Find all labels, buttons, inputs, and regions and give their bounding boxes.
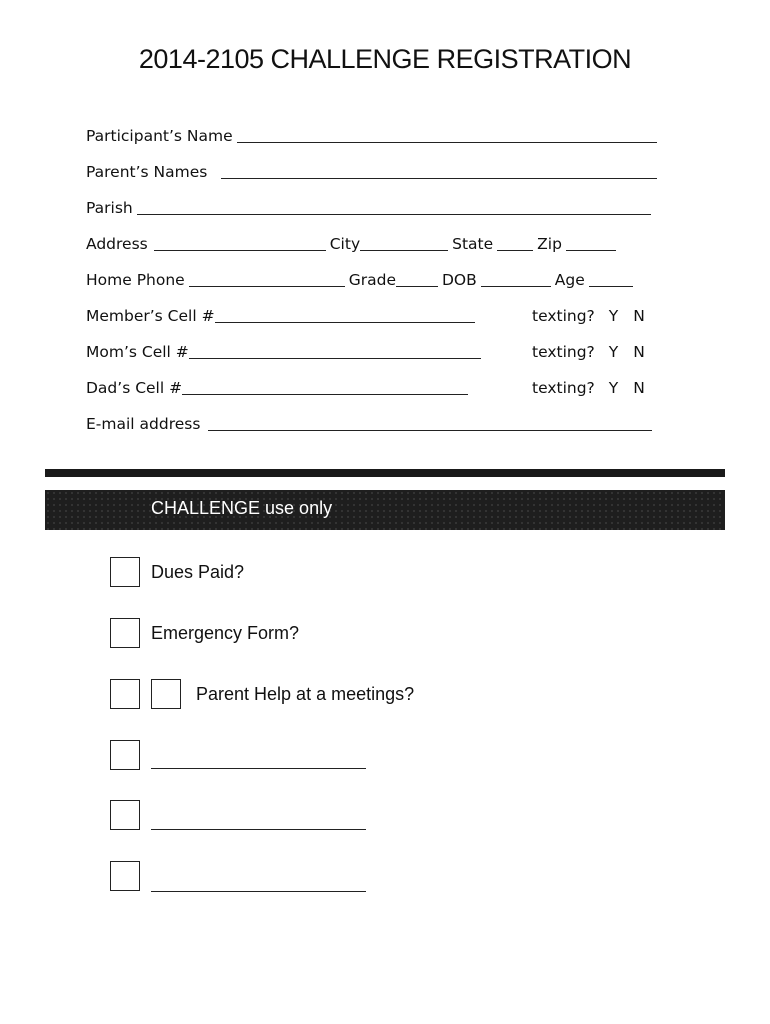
texting-label: texting? — [532, 379, 595, 397]
parish-field[interactable] — [137, 197, 651, 215]
texting-no[interactable]: N — [633, 307, 645, 325]
texting-label: texting? — [532, 343, 595, 361]
dad-cell-label: Dad’s Cell # — [86, 379, 183, 397]
mom-texting — [532, 338, 645, 362]
address-field[interactable] — [154, 233, 326, 251]
state-field[interactable] — [497, 233, 533, 251]
member-texting — [532, 302, 645, 326]
dad-texting — [532, 374, 645, 398]
home-phone-field[interactable] — [189, 269, 345, 287]
participant-name-field[interactable] — [237, 125, 657, 143]
emergency-form-label: Emergency Form? — [151, 623, 300, 643]
dues-paid-label: Dues Paid? — [151, 562, 245, 582]
parents-names-field[interactable] — [221, 161, 657, 179]
mom-cell-label: Mom’s Cell # — [86, 343, 189, 361]
parent-help-checkbox-2[interactable] — [151, 679, 181, 709]
dob-label: DOB — [441, 271, 477, 289]
parent-help-label: Parent Help at a meetings? — [196, 684, 415, 704]
participant-name-label: Participant’s Name — [86, 127, 233, 145]
texting-yes[interactable]: Y — [608, 307, 619, 325]
extra-blank-line-2[interactable] — [151, 829, 366, 830]
parent-help-checkbox-1[interactable] — [110, 679, 140, 709]
address-row — [86, 230, 620, 254]
member-cell-field[interactable] — [215, 305, 475, 323]
mom-cell-row — [86, 338, 485, 362]
participant-name-row — [86, 122, 661, 146]
grade-label: Grade — [348, 271, 396, 289]
texting-no[interactable]: N — [633, 379, 645, 397]
emergency-form-checkbox[interactable] — [110, 618, 140, 648]
texting-label: texting? — [532, 307, 595, 325]
member-cell-label: Member’s Cell # — [86, 307, 215, 325]
dob-field[interactable] — [481, 269, 551, 287]
parents-names-label: Parent’s Names — [86, 163, 208, 181]
home-phone-label: Home Phone — [86, 271, 185, 289]
email-row — [86, 410, 656, 434]
zip-field[interactable] — [566, 233, 616, 251]
office-use-label: CHALLENGE use only — [151, 498, 333, 518]
zip-label: Zip — [537, 235, 562, 253]
mom-cell-field[interactable] — [189, 341, 481, 359]
email-label: E-mail address — [86, 415, 201, 433]
parish-label: Parish — [86, 199, 133, 217]
age-label: Age — [554, 271, 585, 289]
city-field[interactable] — [360, 233, 448, 251]
texting-no[interactable]: N — [633, 343, 645, 361]
extra-checkbox-3[interactable] — [110, 861, 140, 891]
section-divider — [45, 469, 725, 477]
parents-names-row — [86, 158, 661, 182]
email-field[interactable] — [208, 413, 652, 431]
address-label: Address — [86, 235, 148, 253]
dues-paid-checkbox[interactable] — [110, 557, 140, 587]
grade-field[interactable] — [396, 269, 438, 287]
city-label: City — [329, 235, 361, 253]
parish-row — [86, 194, 655, 218]
texting-yes[interactable]: Y — [608, 379, 619, 397]
page-title: 2014-2105 CHALLENGE REGISTRATION — [138, 44, 632, 74]
dad-cell-field[interactable] — [182, 377, 468, 395]
home-phone-row — [86, 266, 637, 290]
extra-checkbox-2[interactable] — [110, 800, 140, 830]
extra-blank-line-3[interactable] — [151, 891, 366, 892]
age-field[interactable] — [589, 269, 633, 287]
member-cell-row — [86, 302, 479, 326]
texting-yes[interactable]: Y — [608, 343, 619, 361]
extra-checkbox-1[interactable] — [110, 740, 140, 770]
extra-blank-line-1[interactable] — [151, 768, 366, 769]
dad-cell-row — [86, 374, 472, 398]
state-label: State — [452, 235, 494, 253]
office-use-banner — [45, 490, 725, 530]
